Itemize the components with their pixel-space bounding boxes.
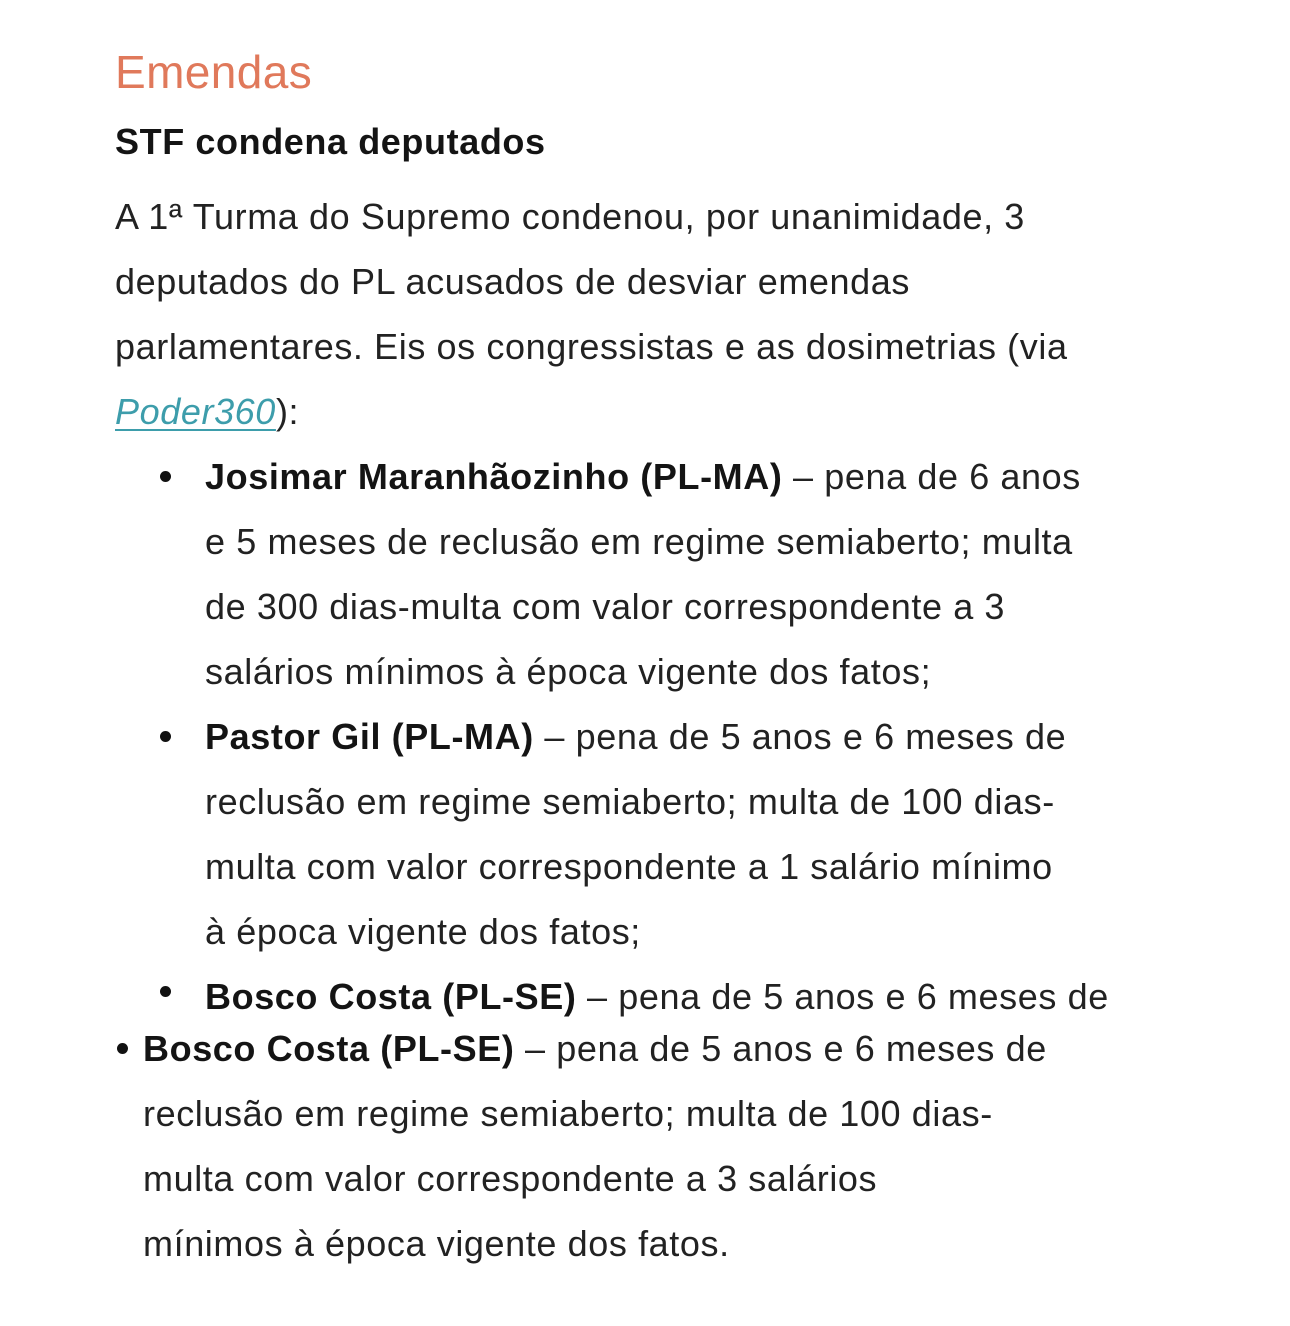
item-text-line: à época vigente dos fatos; (205, 911, 641, 952)
item-first-line (205, 704, 1250, 769)
separator: – (782, 456, 825, 497)
item-text-line: de 300 dias-multa com valor correspondente a 3 (205, 586, 1006, 627)
item-text: pena de 6 anos (824, 456, 1081, 497)
bullet-icon (160, 986, 171, 997)
deputy-name: Pastor Gil (PL-MA) (205, 716, 534, 757)
item-text-line: e 5 meses de reclusão em regime semiaberto; multa (205, 521, 1073, 562)
list-item (115, 444, 1250, 704)
section-title: Emendas (115, 46, 313, 98)
item-text-line: reclusão em regime semiaberto; multa de 100 dias- (143, 1093, 993, 1134)
intro-paragraph (115, 184, 1250, 444)
item-text-line: multa com valor correspondente a 1 salário mínimo (205, 846, 1053, 887)
bullet-icon (117, 1043, 128, 1054)
intro-after-link: ): (275, 391, 300, 432)
deputy-name: Bosco Costa (PL-SE) (143, 1028, 515, 1069)
poder360-link[interactable]: Poder360 (115, 391, 276, 432)
item-text: pena de 5 anos e 6 meses de (556, 1028, 1047, 1069)
item-first-line (143, 1016, 1250, 1081)
sentence-list (115, 444, 1250, 964)
intro-line: A 1ª Turma do Supremo condenou, por unanimidade, 3 (115, 196, 1025, 237)
intro-line: deputados do PL acusados de desviar emendas (115, 261, 911, 302)
clipped-line-artifact (115, 964, 1250, 1017)
bullet-icon (160, 471, 171, 482)
sentence-list-continued (115, 1016, 1250, 1276)
item-first-line (205, 444, 1250, 509)
article-headline: STF condena deputados (115, 121, 546, 162)
item-text-line: mínimos à época vigente dos fatos. (143, 1223, 730, 1264)
separator: – (576, 976, 619, 1017)
list-item (115, 704, 1250, 964)
item-text-line: multa com valor correspondente a 3 salários (143, 1158, 878, 1199)
list-item (115, 1016, 1250, 1276)
deputy-name: Bosco Costa (PL-SE) (205, 976, 577, 1017)
intro-line: parlamentares. Eis os congressistas e as dosimetrias (via (115, 326, 1068, 367)
separator: – (514, 1028, 557, 1069)
item-text-line: reclusão em regime semiaberto; multa de 100 dias- (205, 781, 1055, 822)
item-text: pena de 5 anos e 6 meses de (575, 716, 1067, 757)
separator: – (533, 716, 576, 757)
item-text-line: salários mínimos à época vigente dos fatos; (205, 651, 932, 692)
intro-line (115, 379, 1250, 444)
bullet-icon (160, 731, 171, 742)
item-text: pena de 5 anos e 6 meses de (618, 976, 1109, 1017)
deputy-name: Josimar Maranhãozinho (PL-MA) (205, 456, 783, 497)
